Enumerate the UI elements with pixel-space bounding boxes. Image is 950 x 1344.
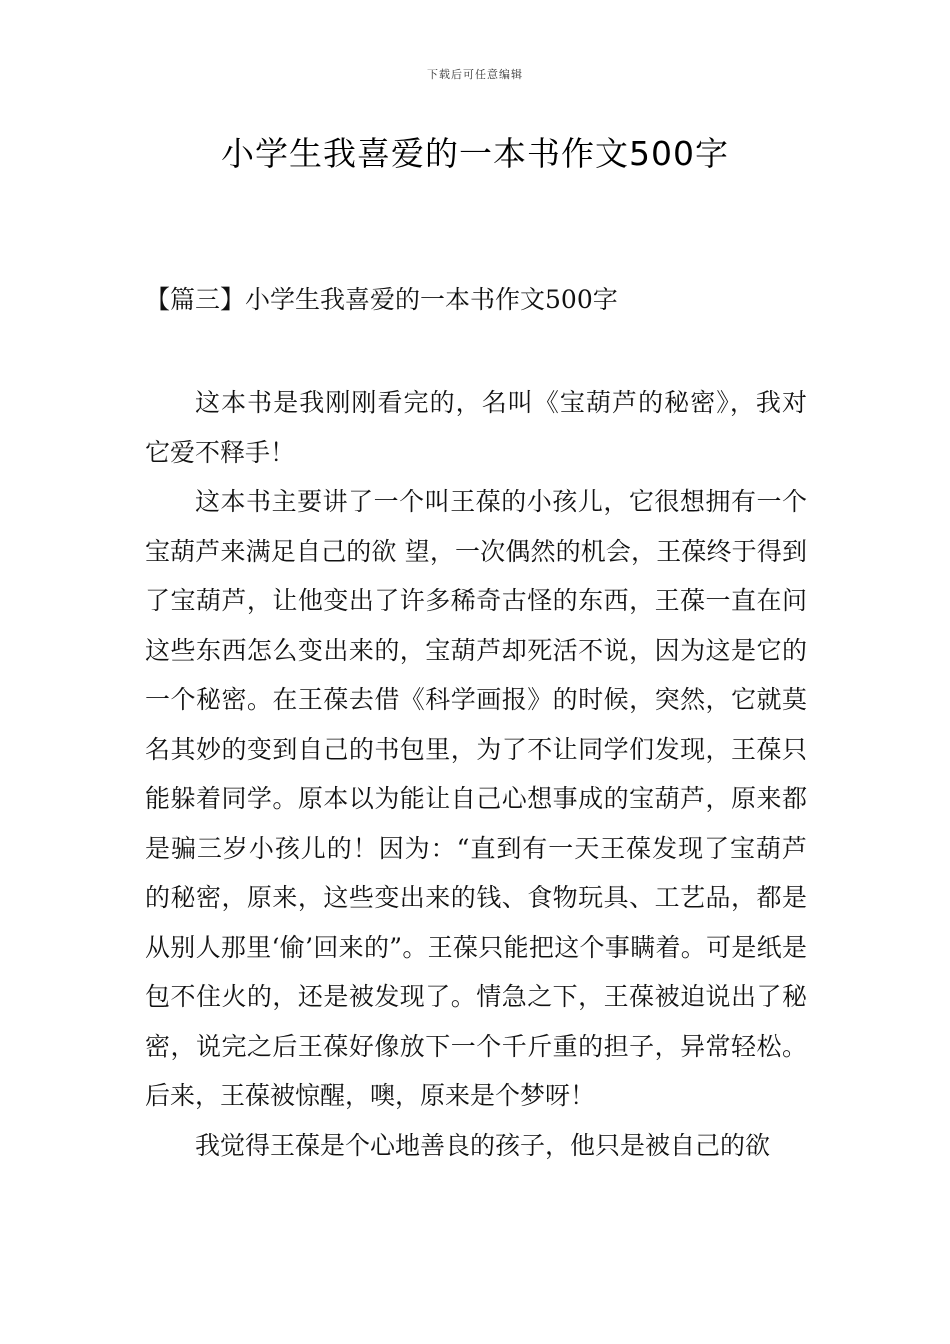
- paragraph-2: 这本书主要讲了一个叫王葆的小孩儿，它很想拥有一个宝葫芦来满足自己的欲 望，一次偶然的机会，王葆终于得到了宝葫芦，让他变出了许多稀奇古怪的东西，王葆一直在问这些东西怎么变出来的，宝葫芦却死活不说，因为这是它的一个秘密。在王葆去借《科学画报》的时候，突然，它就莫名其妙的变到自己的书包里，为了不让同学们发现，王葆只能躲着同学。原本以为能让自己心想事成的宝葫芦，原来都是骗三岁小孩儿的！因为：“直到有一天王葆发现了宝葫芦的秘密，原来，这些变出来的钱、食物玩具、工艺品，都是从别人那里‘偷’回来的”。王葆只能把这个事瞒着。可是纸是包不住火的，还是被发现了。情急之下，王葆被迫说出了秘密，说完之后王葆好像放下一个千斤重的担子，异常轻松。后来，王葆被惊醒，噢，原来是个梦呀！: [145, 487, 807, 1110]
- paragraph-1: 这本书是我刚刚看完的，名叫《宝葫芦的秘密》，我对它爱不释手！: [145, 388, 807, 467]
- document-title: 小学生我喜爱的一本书作文500字: [221, 134, 729, 173]
- paragraph-3: 我觉得王葆是个心地善良的孩子，他只是被自己的欲: [195, 1130, 771, 1160]
- header-note: 下载后可任意编辑: [427, 68, 523, 81]
- section-heading: 【篇三】小学生我喜爱的一本书作文500字: [145, 285, 618, 314]
- article-body: [145, 378, 807, 1170]
